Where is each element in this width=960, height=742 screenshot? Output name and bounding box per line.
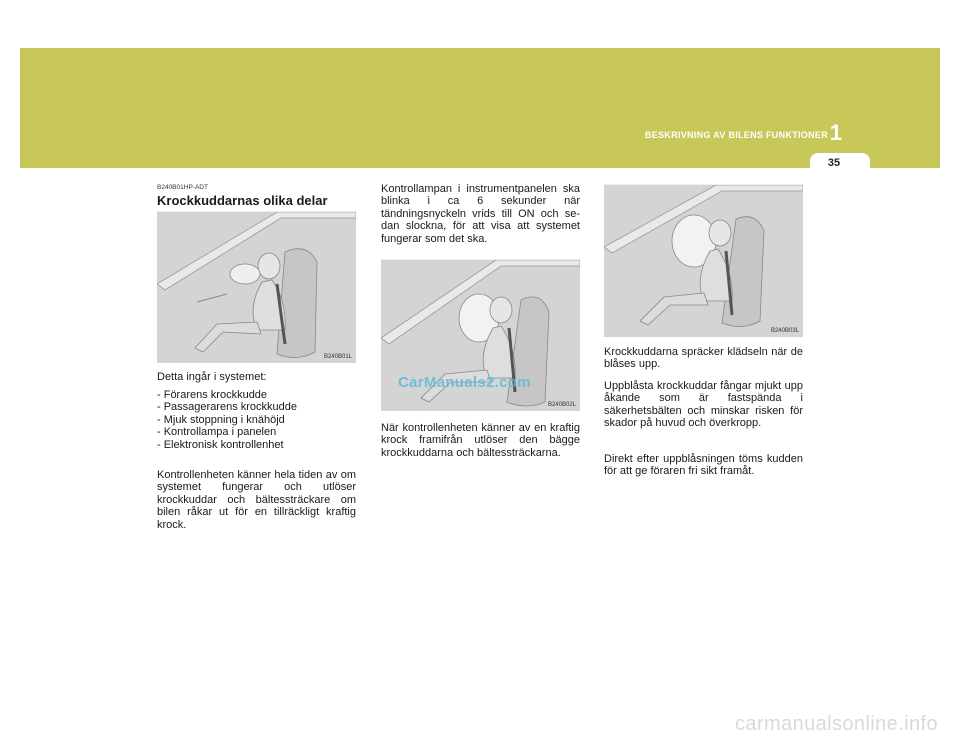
list-item: - Kontrollampa i panelen — [157, 426, 277, 439]
warning-light-paragraph: Kontrollampan i instrumentpanelen ska blinka i ca 6 sekunder när tändningsnyckeln vrids till ON och se-dan slockna, för att visa att systemet fungerar som det ska. — [381, 183, 580, 245]
section-code: B240B01HP-ADT — [157, 184, 208, 191]
figure-airbag-components — [157, 211, 356, 363]
figure-code: B240B01L — [323, 354, 352, 360]
system-intro: Detta ingår i systemet: — [157, 371, 267, 383]
component-list — [157, 389, 297, 451]
crash-detection-paragraph: När kontrollenheten känner av en kraftig krock framifrån utlöser den bägge krockkuddarna och bältessträckarna. — [381, 422, 580, 459]
occupant-protection-paragraph: Uppblåsta krockkuddar fångar mjukt upp åkande som är fastspända i säkerhetsbälten och minskar risken för skador på huvud och överkropp. — [604, 380, 803, 430]
watermark-text: CarManuals2.com — [398, 374, 531, 391]
list-item: - Förarens krockkudde — [157, 389, 268, 401]
header-band — [20, 48, 940, 168]
figure-code: B240B03L — [770, 328, 799, 334]
list-item: - Passagerarens krockkudde — [157, 401, 298, 414]
chapter-number: 1 — [829, 120, 842, 145]
figure-code: B240B02L — [547, 402, 576, 408]
section-title: BESKRIVNING AV BILENS FUNKTIONER — [644, 130, 828, 140]
section-heading: Krockkuddarnas olika delar — [157, 193, 328, 208]
list-item: - Elektronisk kontrollenhet — [157, 438, 284, 451]
figure-airbag-deployed — [604, 184, 803, 337]
control-unit-paragraph: Kontrollenheten känner hela tiden av om systemet fungerar och utlöser krockkuddar och bältessträckare om bilen råkar ut för en tillräckligt kraftig krock. — [157, 469, 356, 531]
cover-tear-paragraph: Krockkuddarna spräcker klädseln när de blåses upp. — [604, 346, 803, 371]
footer-watermark: carmanualsonline.info — [735, 713, 938, 735]
airbag-components-illustration — [157, 212, 356, 363]
deflation-paragraph: Direkt efter uppblåsningen töms kudden för att ge föraren fri sikt framåt. — [604, 453, 803, 478]
page-number: 35 — [827, 157, 841, 169]
list-item: - Mjuk stoppning i knähöjd — [157, 413, 285, 426]
airbag-deployed-illustration — [604, 185, 803, 337]
